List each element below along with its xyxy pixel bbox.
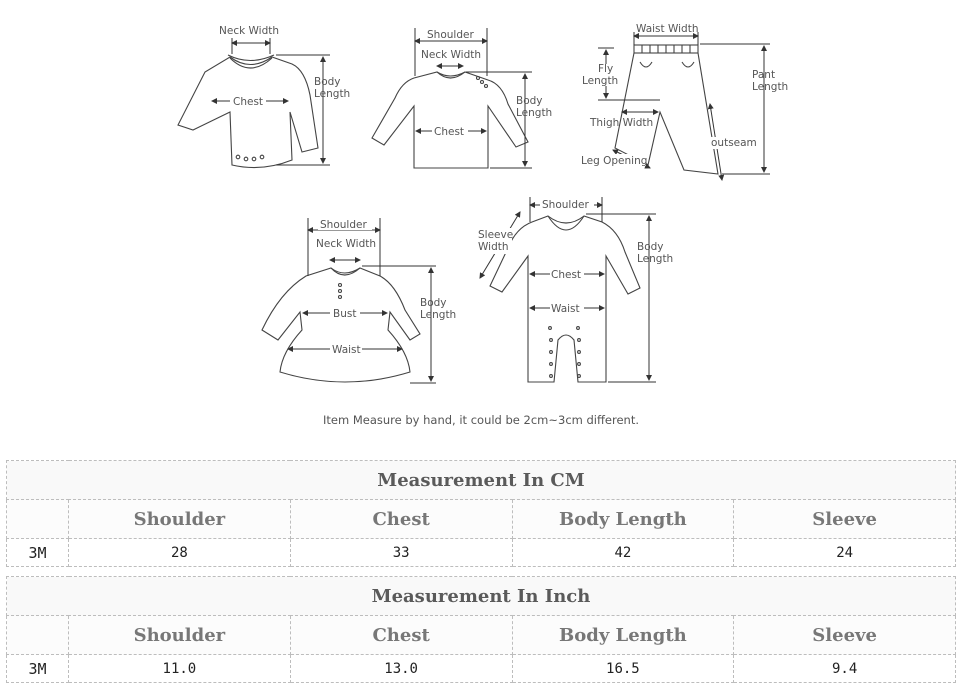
shirt-body-length-label-2: Length xyxy=(516,107,553,119)
bodysuit-chest-label: Chest xyxy=(233,96,264,108)
romper-body-length-label-1: Body xyxy=(637,241,664,253)
body-length-value: 42 xyxy=(512,539,734,567)
dress-body-length-label-1: Body xyxy=(420,297,447,309)
pants-diagram xyxy=(580,23,788,180)
pants-fly-length-label-1: Fly xyxy=(598,63,614,75)
shirt-neck-width-label: Neck Width xyxy=(421,49,482,61)
shirt-shoulder-label: Shoulder xyxy=(427,29,474,41)
dress-waist-label: Waist xyxy=(332,344,361,356)
dress-shoulder-label: Shoulder xyxy=(320,219,367,231)
dress-body-length-label-2: Length xyxy=(420,309,457,321)
bodysuit-body-length-label-2: Length xyxy=(314,88,351,100)
table-row xyxy=(7,539,956,567)
shirt-diagram xyxy=(372,28,552,168)
romper-body-length-label-2: Length xyxy=(637,253,674,265)
sleeve-value: 24 xyxy=(734,539,956,567)
pants-fly-length-label-2: Length xyxy=(582,75,619,87)
romper-sleeve-width-label-2: Width xyxy=(478,241,509,253)
romper-diagram xyxy=(476,197,673,382)
bodysuit-body-length-label-1: Body xyxy=(314,76,341,88)
size-label: 3M xyxy=(7,655,69,683)
table-title: Measurement In Inch xyxy=(7,577,956,616)
header-size-cell xyxy=(7,616,69,655)
measurement-table-inch xyxy=(6,576,956,683)
chest-value: 13.0 xyxy=(290,655,512,683)
header-chest: Chest xyxy=(290,616,512,655)
shirt-body-length-label-1: Body xyxy=(516,95,543,107)
header-body-length: Body Length xyxy=(512,616,734,655)
shirt-chest-label: Chest xyxy=(434,126,465,138)
pants-leg-opening-label: Leg Opening xyxy=(581,155,648,167)
dress-bust-label: Bust xyxy=(333,308,357,320)
pants-pant-length-label-2: Length xyxy=(752,81,789,93)
romper-sleeve-width-label-1: Sleeve xyxy=(478,229,514,241)
header-size-cell xyxy=(7,500,69,539)
table-header-row xyxy=(7,616,956,655)
header-sleeve: Sleeve xyxy=(734,500,956,539)
shoulder-value: 11.0 xyxy=(69,655,291,683)
pants-thigh-width-label: Thigh Width xyxy=(590,117,654,129)
dress-neck-width-label: Neck Width xyxy=(316,238,377,250)
bodysuit-neck-width-label: Neck Width xyxy=(219,25,280,37)
body-length-value: 16.5 xyxy=(512,655,734,683)
pants-outseam-label: outseam xyxy=(711,137,757,149)
shoulder-value: 28 xyxy=(69,539,291,567)
chest-value: 33 xyxy=(290,539,512,567)
measurement-note: Item Measure by hand, it could be 2cm~3cm different. xyxy=(322,413,640,427)
sleeve-value: 9.4 xyxy=(734,655,956,683)
table-row xyxy=(7,655,956,683)
header-shoulder: Shoulder xyxy=(69,616,291,655)
dress-diagram xyxy=(262,218,456,383)
header-body-length: Body Length xyxy=(512,500,734,539)
size-label: 3M xyxy=(7,539,69,567)
pants-pant-length-label-1: Pant xyxy=(752,69,776,81)
romper-chest-label: Chest xyxy=(551,269,582,281)
header-shoulder: Shoulder xyxy=(69,500,291,539)
header-sleeve: Sleeve xyxy=(734,616,956,655)
table-header-row xyxy=(7,500,956,539)
header-chest: Chest xyxy=(290,500,512,539)
pants-waist-width-label: Waist Width xyxy=(636,23,699,35)
romper-waist-label: Waist xyxy=(551,303,580,315)
bodysuit-diagram xyxy=(178,25,350,168)
table-title: Measurement In CM xyxy=(7,461,956,500)
romper-shoulder-label: Shoulder xyxy=(542,199,589,211)
measurement-table-cm xyxy=(6,460,956,567)
